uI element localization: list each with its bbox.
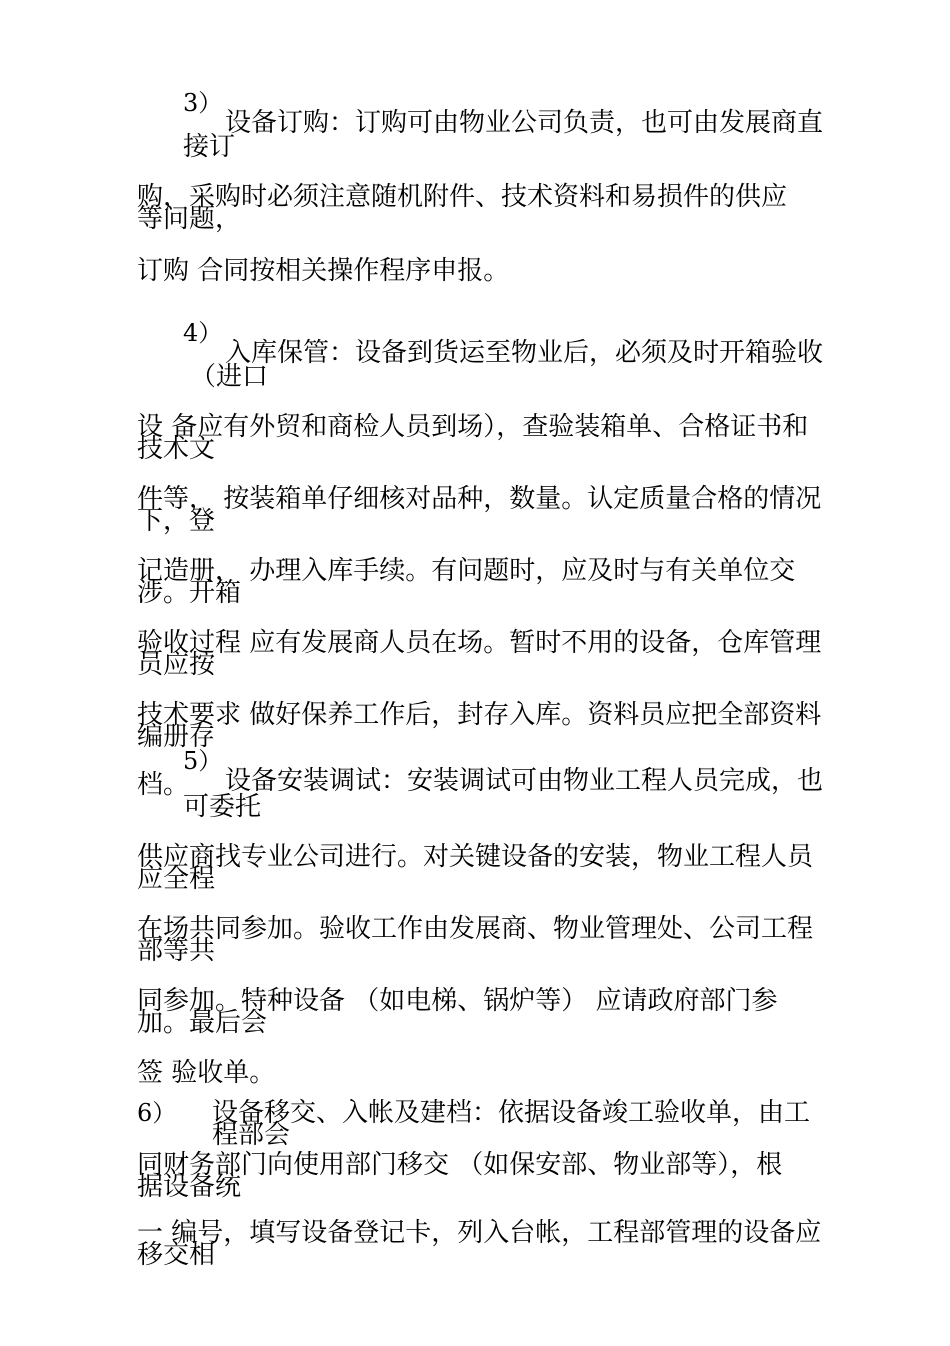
text-line: 设备订购：订购可由物业公司负责，也可由发展商直 (225, 108, 824, 138)
list-number-4: 4） (183, 319, 223, 347)
text-line: 编册存 (137, 722, 216, 752)
text-line: 程部会 (212, 1120, 291, 1150)
text-line: 员应按 (137, 650, 216, 680)
text-line: 设备安装调试：安装调试可由物业工程人员完成，也 (225, 766, 824, 796)
text-line: 供应商找专业公司进行。对关键设备的安装，物业工程人员 (137, 842, 814, 872)
list-number-3: 3） (183, 89, 223, 117)
text-line: 技术文 (137, 434, 216, 464)
text-line: 购，采购时必须注意随机附件、技术资料和易损件的供应 (137, 182, 788, 212)
text-line: 下，登 (137, 506, 216, 536)
text-line: 件等， 按装箱单仔细核对品种，数量。认定质量合格的情况 (137, 484, 822, 514)
text-line: 可委托 (183, 792, 262, 822)
list-number-5: 5） (183, 747, 223, 775)
text-line: 档。 (137, 770, 190, 800)
text-line: 设备移交、入帐及建档：依据设备竣工验收单，由工 (212, 1098, 811, 1128)
text-line: 加。最后会 (137, 1008, 268, 1038)
text-line: 移交相 (137, 1240, 216, 1270)
text-line: 据设备统 (137, 1172, 242, 1202)
text-line: 设 备应有外贸和商检人员到场），查验装箱单、合格证书和 (137, 412, 809, 442)
text-line: 应全程 (137, 864, 216, 894)
list-number-6: 6） (137, 1099, 177, 1127)
text-line: 接订 (183, 132, 236, 162)
text-line: 订购 合同按相关操作程序申报。 (137, 256, 510, 286)
text-line: 等问题， (137, 204, 242, 234)
text-line: 在场共同参加。验收工作由发展商、物业管理处、公司工程 (137, 914, 814, 944)
text-line: 同参加。特种设备 （如电梯、锅炉等） 应请政府部门参 (137, 986, 778, 1016)
text-line: 签 验收单。 (137, 1058, 276, 1088)
text-line: 部等共 (137, 936, 216, 966)
text-line: 验收过程 应有发展商人员在场。暂时不用的设备，仓库管理 (137, 628, 822, 658)
text-line: 入库保管：设备到货运至物业后，必须及时开箱验收 (225, 338, 824, 368)
text-line: 涉。开箱 (137, 578, 242, 608)
text-line: 一 编号，填写设备登记卡，列入台帐，工程部管理的设备应 (137, 1218, 822, 1248)
text-line: 技术要求 做好保养工作后，封存入库。资料员应把全部资料 (137, 700, 822, 730)
text-line: 记造册， 办理入库手续。有问题时，应及时与有关单位交 (137, 556, 796, 586)
text-line: （进口 (190, 362, 269, 392)
text-line: 同财务部门向使用部门移交 （如保安部、物业部等），根 (137, 1150, 783, 1180)
